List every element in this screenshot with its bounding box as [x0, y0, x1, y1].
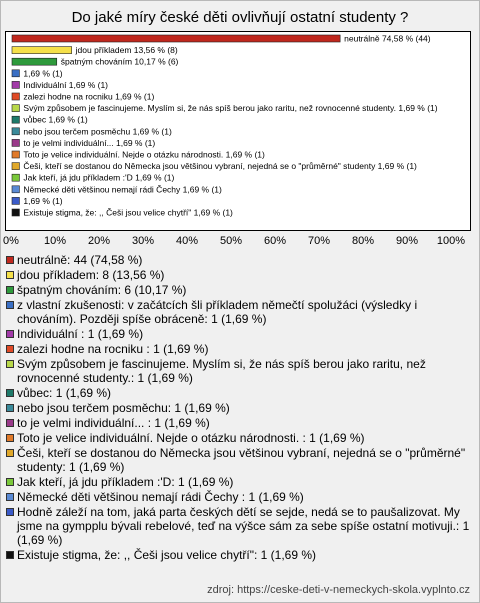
legend-label: jdou příkladem: 8 (13,56 %)	[17, 268, 165, 282]
legend-item	[6, 446, 472, 474]
bar-5	[12, 93, 19, 100]
bar-label-13: Německé děti většinou nemají rádi Čechy 1,69 % (1)	[23, 184, 222, 195]
bar-4	[12, 81, 19, 88]
legend-label: Německé děti většinou nemají rádi Čechy : 1 (1,69 %)	[17, 490, 304, 504]
legend	[6, 253, 472, 563]
x-tick-label: 30%	[131, 235, 155, 247]
legend-item	[6, 416, 472, 430]
x-tick-label: 0%	[3, 235, 19, 247]
bar-10	[12, 151, 19, 158]
bar-label-5: zalezi hodne na rocniku 1,69 % (1)	[23, 91, 155, 102]
legend-label: neutrálně: 44 (74,58 %)	[17, 253, 143, 267]
legend-item	[6, 386, 472, 400]
legend-label: Existuje stigma, že: ,, Češi jsou velice chytří": 1 (1,69 %)	[17, 548, 317, 562]
bar-14	[12, 197, 19, 204]
bar-label-11: Češi, kteří se dostanou do Německa jsou většinou vybraní, nejedná se o "průměrné" studenty 1,69 % (1)	[23, 161, 417, 172]
legend-swatch	[6, 508, 14, 516]
legend-label: to je velmi individuální... : 1 (1,69 %)	[17, 416, 210, 430]
x-tick-label: 70%	[307, 235, 331, 247]
legend-label: špatným chováním: 6 (10,17 %)	[17, 283, 187, 297]
bar-11	[12, 163, 19, 170]
bar-7	[12, 116, 19, 123]
bar-label-8: nebo jsou terčem posměchu 1,69 % (1)	[23, 126, 172, 137]
legend-item	[6, 298, 472, 326]
bar-6	[12, 105, 19, 112]
legend-item	[6, 327, 472, 341]
legend-swatch	[6, 434, 14, 442]
bar-label-12: Jak kteří, já jdu příkladem :'D 1,69 % (1)	[23, 172, 175, 183]
bar-1	[12, 47, 72, 54]
legend-swatch	[6, 389, 14, 397]
legend-swatch	[6, 271, 14, 279]
bar-label-6: Svým způsobem je fascinujeme. Myslím si, že nás spíš berou jako raritu, než rovnocenné studenty. 1,69 % (1)	[23, 103, 438, 114]
legend-item	[6, 431, 472, 445]
x-tick-label: 100%	[436, 235, 466, 247]
legend-swatch	[6, 301, 14, 309]
legend-label: Hodně záleží na tom, jaká parta českých dětí se sejde, nedá se to paušalizovat. My jsme na gympplu bývali rebelové, teď na výšce sám za sebe spíše ostatní motivuji.: 1 (1,69 %)	[17, 505, 470, 547]
legend-item	[6, 475, 472, 489]
bar-label-3: 1,69 % (1)	[23, 68, 63, 79]
bar-9	[12, 139, 19, 146]
bar-label-10: Toto je velice individuální. Nejde o otázku národnosti. 1,69 % (1)	[23, 149, 265, 160]
legend-item	[6, 401, 472, 415]
legend-label: z vlastní zkušenosti: v začátcích šli příkladem němečtí spolužáci (výsledky i chováním). Později spíše obráceně: 1 (1,69 %)	[17, 298, 418, 326]
bar-label-14: 1,69 % (1)	[23, 195, 63, 206]
legend-item	[6, 342, 472, 356]
legend-item	[6, 283, 472, 297]
legend-item	[6, 253, 472, 267]
bar-2	[12, 58, 57, 65]
x-tick-label: 10%	[43, 235, 67, 247]
legend-swatch	[6, 286, 14, 294]
legend-label: nebo jsou terčem posměchu: 1 (1,69 %)	[17, 401, 230, 415]
bar-label-7: vůbec 1,69 % (1)	[23, 114, 88, 125]
bar-label-1: jdou příkladem 13,56 % (8)	[75, 45, 178, 56]
bar-15	[12, 209, 19, 216]
chart-title: Do jaké míry české děti ovlivňují ostatní studenty ?	[71, 9, 409, 26]
x-tick-label: 60%	[263, 235, 287, 247]
bar-label-15: Existuje stigma, že: ,, Češi jsou velice chytří" 1,69 % (1)	[23, 207, 233, 218]
legend-swatch	[6, 493, 14, 501]
x-axis	[0, 231, 480, 251]
legend-swatch	[6, 404, 14, 412]
bar-0	[12, 35, 340, 42]
bar-label-9: to je velmi individuální... 1,69 % (1)	[23, 137, 156, 148]
plot-area	[5, 31, 471, 231]
legend-swatch	[6, 345, 14, 353]
source-note: zdroj: https://ceske-deti-v-nemeckych-skola.vyplnto.cz	[207, 584, 470, 596]
legend-swatch	[6, 330, 14, 338]
legend-swatch	[6, 478, 14, 486]
legend-swatch	[6, 551, 14, 559]
bar-label-4: Individuální 1,69 % (1)	[23, 79, 109, 90]
legend-label: zalezi hodne na rocniku : 1 (1,69 %)	[17, 342, 209, 356]
x-tick-label: 80%	[351, 235, 375, 247]
legend-swatch	[6, 449, 14, 457]
x-tick-label: 90%	[395, 235, 419, 247]
bar-label-0: neutrálně 74,58 % (44)	[344, 33, 431, 44]
legend-item	[6, 505, 472, 547]
legend-item	[6, 548, 472, 562]
legend-item	[6, 268, 472, 282]
bar-12	[12, 174, 19, 181]
legend-item	[6, 357, 472, 385]
bar-chart	[6, 32, 472, 232]
legend-label: Individuální : 1 (1,69 %)	[17, 327, 144, 341]
bar-8	[12, 128, 19, 135]
legend-label: Toto je velice individuální. Nejde o otázku národnosti. : 1 (1,69 %)	[17, 431, 365, 445]
bar-label-2: špatným chováním 10,17 % (6)	[60, 56, 179, 67]
x-tick-label: 50%	[219, 235, 243, 247]
legend-swatch	[6, 256, 14, 264]
legend-label: vůbec: 1 (1,69 %)	[17, 386, 112, 400]
legend-swatch	[6, 419, 14, 427]
legend-label: Češi, kteří se dostanou do Německa jsou většinou vybraní, nejedná se o "průměrné" studenty: 1 (1,69 %)	[17, 446, 466, 474]
legend-swatch	[6, 360, 14, 368]
x-tick-label: 40%	[175, 235, 199, 247]
legend-item	[6, 490, 472, 504]
bar-3	[12, 70, 19, 77]
bar-13	[12, 186, 19, 193]
x-tick-label: 20%	[87, 235, 111, 247]
legend-label: Jak kteří, já jdu příkladem :'D: 1 (1,69 %)	[17, 475, 234, 489]
legend-label: Svým způsobem je fascinujeme. Myslím si, že nás spíš berou jako raritu, než rovnocenné studenty.: 1 (1,69 %)	[17, 357, 426, 385]
